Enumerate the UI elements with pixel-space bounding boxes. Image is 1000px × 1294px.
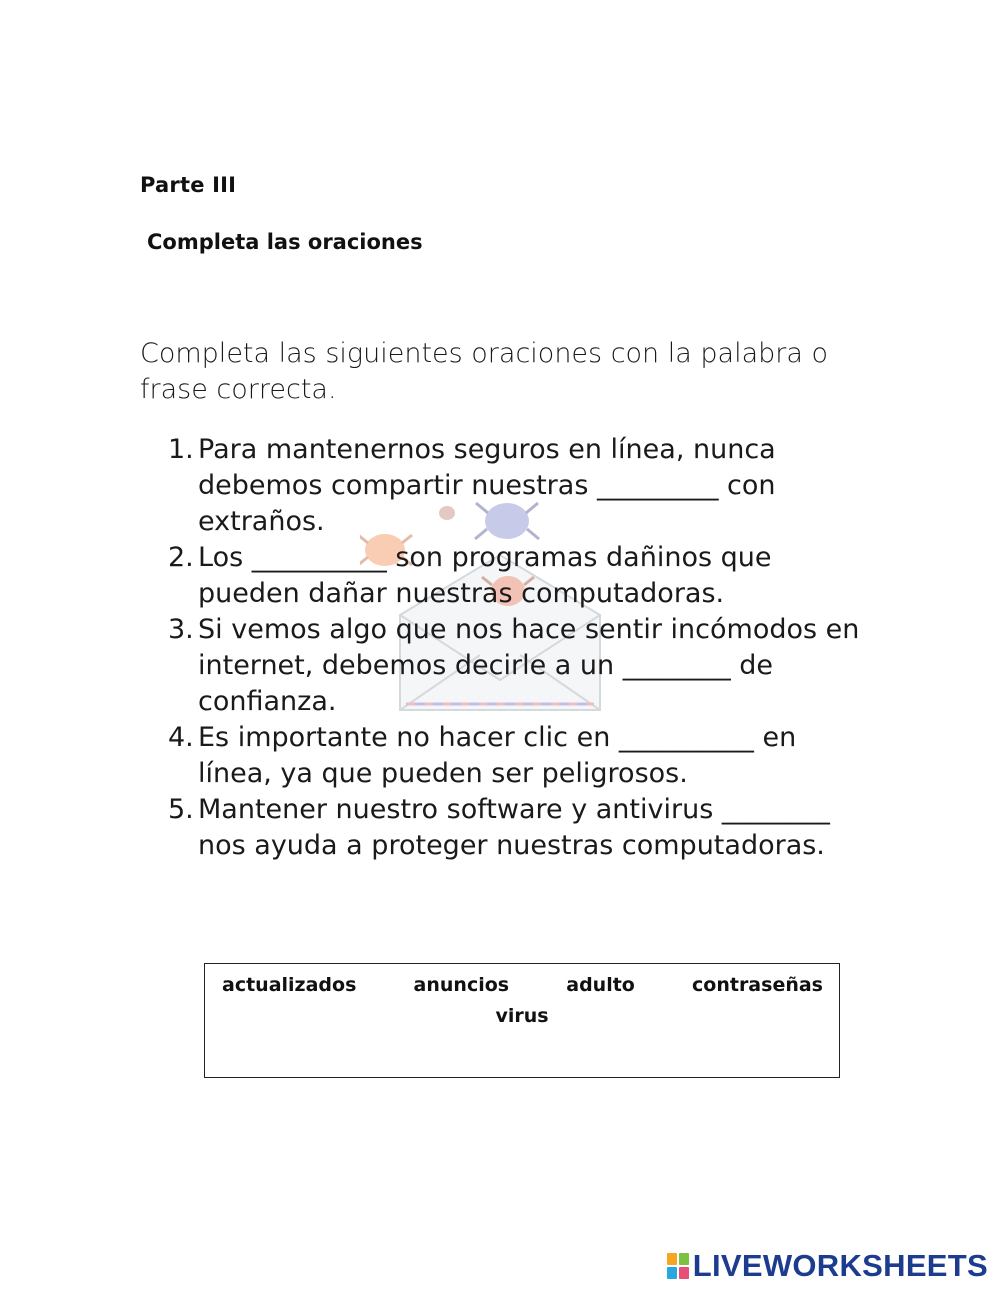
word-bank-word: virus <box>495 1005 549 1027</box>
instructions-text: Completa las siguientes oraciones con la palabra o frase correcta. <box>140 338 828 405</box>
question-text: Es importante no hacer clic en __________ en línea, ya que pueden ser peligrosos. <box>198 722 797 789</box>
question-text: Si vemos algo que nos hace sentir incómodos en internet, debemos decirle a un ________ de confianza. <box>198 614 860 717</box>
word-bank-box <box>204 963 840 1078</box>
logo-block <box>667 1253 677 1265</box>
logo-block <box>667 1267 677 1279</box>
brand-name: LIVEWORKSHEETS <box>692 1248 988 1283</box>
question-item <box>150 432 865 540</box>
section-subtitle: Completa las oraciones <box>147 230 423 254</box>
question-item <box>150 540 865 612</box>
question-number: 5. <box>168 794 194 825</box>
part-title: Parte III <box>140 173 237 197</box>
word-bank-word: adulto <box>566 974 635 996</box>
word-bank-word: actualizados <box>222 974 357 996</box>
question-number: 1. <box>168 434 194 465</box>
question-number: 4. <box>168 722 194 753</box>
question-number: 3. <box>168 614 194 645</box>
question-list <box>150 432 865 864</box>
question-text: Los __________ son programas dañinos que pueden dañar nuestras computadoras. <box>198 542 772 609</box>
question-item <box>150 720 865 792</box>
question-item <box>150 612 865 720</box>
liveworksheets-logo-icon <box>667 1253 689 1279</box>
word-bank-word: contraseñas <box>692 974 823 996</box>
word-bank-row <box>205 1005 839 1027</box>
word-bank-word: anuncios <box>413 974 510 996</box>
question-number: 2. <box>168 542 194 573</box>
question-text: Para mantenernos seguros en línea, nunca debemos compartir nuestras _________ con extraños. <box>198 434 776 537</box>
word-bank-row <box>205 964 839 996</box>
question-text: Mantener nuestro software y antivirus ________ nos ayuda a proteger nuestras computadoras. <box>198 794 830 861</box>
logo-block <box>679 1267 689 1279</box>
question-item <box>150 792 865 864</box>
logo-block <box>679 1253 689 1265</box>
liveworksheets-brand <box>667 1248 988 1284</box>
